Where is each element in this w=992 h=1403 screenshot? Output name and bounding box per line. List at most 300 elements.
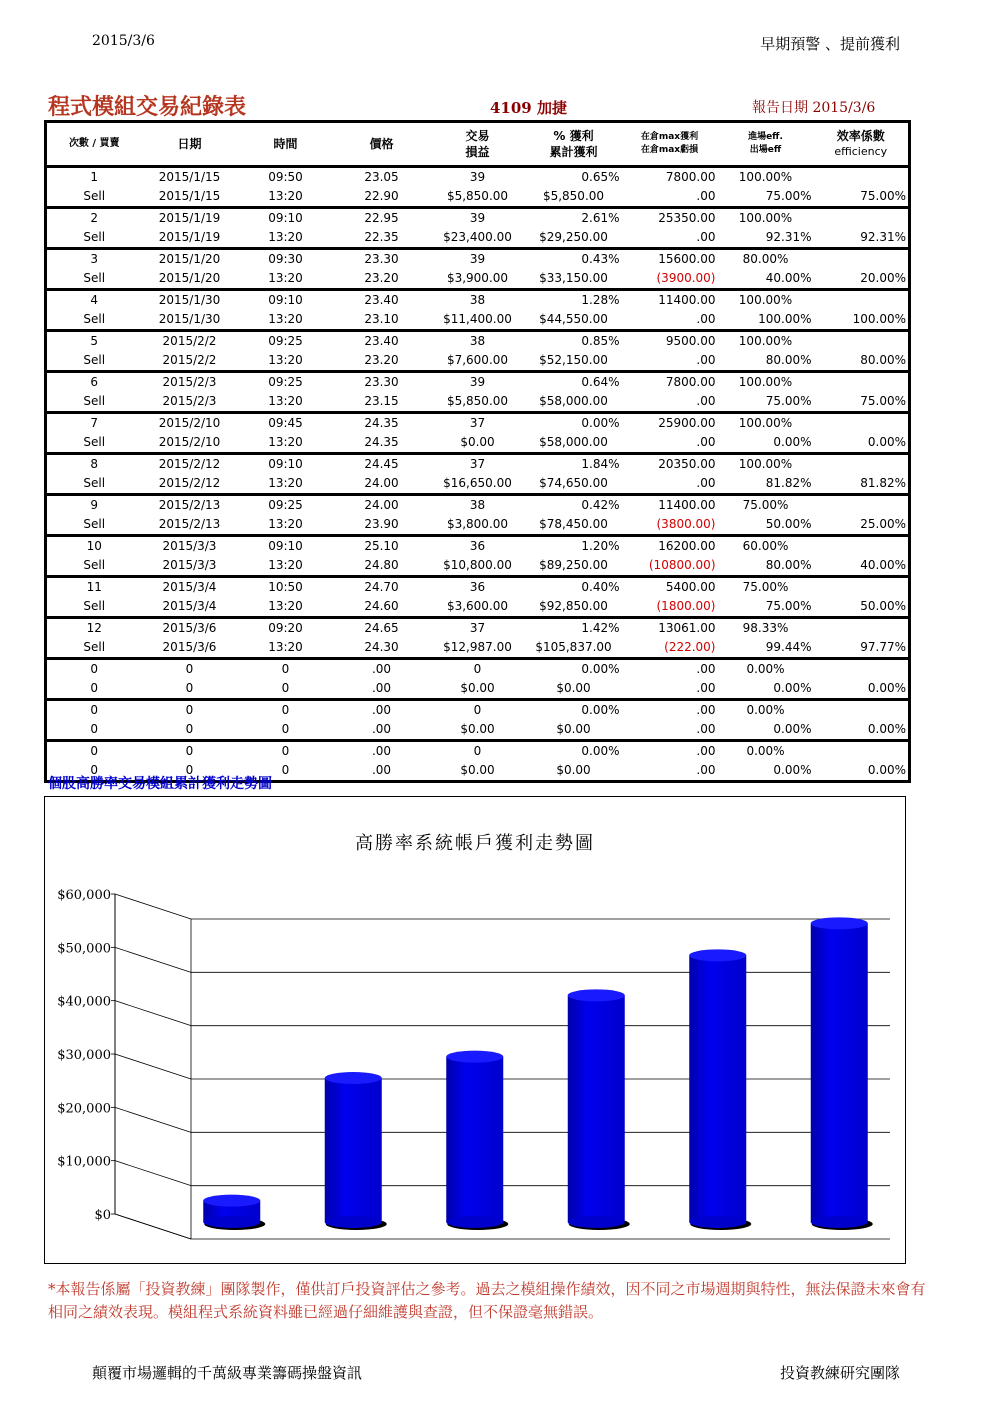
cell-outEff: 75.00% bbox=[718, 392, 814, 413]
cell-pct: 0.40% bbox=[581, 580, 620, 594]
cell-qty: 37 bbox=[469, 416, 486, 430]
cell-side: 0 bbox=[46, 761, 142, 782]
col-count-side: 次數 / 買賣 bbox=[46, 122, 142, 167]
col-price: 價格 bbox=[334, 122, 430, 167]
y-tick-label: $40,000 bbox=[57, 994, 111, 1010]
cell-eff: 50.00% bbox=[814, 597, 910, 618]
cell-time1: 09:10 bbox=[268, 457, 303, 471]
cell-outEff: 40.00% bbox=[718, 269, 814, 290]
cell-price2: 23.90 bbox=[334, 515, 430, 536]
cell-cum: $44,550.00 bbox=[526, 310, 622, 331]
table-row bbox=[46, 310, 910, 331]
cell-outEff: 0.00% bbox=[718, 720, 814, 741]
table-row bbox=[46, 269, 910, 290]
cell-empty bbox=[814, 249, 910, 270]
cell-n: 4 bbox=[46, 290, 142, 311]
cell-qty: 39 bbox=[469, 252, 486, 266]
bar-5 bbox=[689, 949, 751, 1230]
cell-price1: .00 bbox=[371, 662, 392, 676]
trade-table bbox=[44, 120, 908, 783]
cell-outEff: 92.31% bbox=[718, 228, 814, 249]
cell-n: 6 bbox=[46, 372, 142, 393]
cell-time2: 13:20 bbox=[238, 392, 334, 413]
table-row bbox=[46, 167, 910, 188]
cell-price2: 23.20 bbox=[334, 269, 430, 290]
cell-date1: 2015/1/30 bbox=[158, 293, 221, 307]
cell-date2: 2015/1/19 bbox=[142, 228, 238, 249]
cell-pct: 1.20% bbox=[581, 539, 620, 553]
cell-pnl: $23,400.00 bbox=[430, 228, 526, 249]
cell-pnl: $3,900.00 bbox=[430, 269, 526, 290]
cell-date2: 0 bbox=[142, 679, 238, 700]
cell-time1: 09:25 bbox=[268, 498, 303, 512]
cell-price1: 25.10 bbox=[364, 539, 399, 553]
cell-time1: 09:30 bbox=[268, 252, 303, 266]
cell-n: 7 bbox=[46, 413, 142, 434]
cell-time2: 13:20 bbox=[238, 310, 334, 331]
cell-date1: 0 bbox=[185, 703, 194, 717]
cell-inEff: 100.00% bbox=[738, 211, 793, 225]
cell-maxl: .00 bbox=[622, 761, 718, 782]
y-tick-label: $50,000 bbox=[57, 941, 111, 957]
cell-date2: 2015/1/30 bbox=[142, 310, 238, 331]
cell-empty bbox=[814, 577, 910, 598]
cell-qty: 37 bbox=[469, 457, 486, 471]
cell-eff: 0.00% bbox=[814, 761, 910, 782]
cell-maxp: .00 bbox=[696, 662, 716, 676]
cell-eff: 40.00% bbox=[814, 556, 910, 577]
cell-empty bbox=[814, 741, 910, 762]
cell-price1: 24.65 bbox=[364, 621, 399, 635]
cell-pnl: $3,600.00 bbox=[430, 597, 526, 618]
grid-connector bbox=[115, 1161, 191, 1186]
cell-pnl: $10,800.00 bbox=[430, 556, 526, 577]
cell-outEff: 81.82% bbox=[718, 474, 814, 495]
cell-pnl: $5,850.00 bbox=[430, 392, 526, 413]
cell-empty bbox=[814, 290, 910, 311]
cell-inEff: 98.33% bbox=[742, 621, 789, 635]
cell-qty: 36 bbox=[469, 539, 486, 553]
cell-price1: 23.40 bbox=[364, 334, 399, 348]
cell-side: Sell bbox=[46, 392, 142, 413]
cell-qty: 36 bbox=[469, 580, 486, 594]
cell-side: Sell bbox=[46, 433, 142, 454]
cell-maxl: .00 bbox=[622, 187, 718, 208]
cell-qty: 37 bbox=[469, 621, 486, 635]
cell-price2: 22.35 bbox=[334, 228, 430, 249]
cell-date1: 2015/2/13 bbox=[158, 498, 221, 512]
table-row bbox=[46, 249, 910, 270]
cell-cum: $0.00 bbox=[526, 761, 622, 782]
cell-pct: 1.28% bbox=[581, 293, 620, 307]
cell-maxl: (1800.00) bbox=[622, 597, 718, 618]
col-pct-bottom: 累計獲利 bbox=[549, 145, 598, 159]
cell-empty bbox=[814, 495, 910, 516]
cell-date1: 2015/2/12 bbox=[158, 457, 221, 471]
cell-outEff: 100.00% bbox=[718, 310, 814, 331]
cell-cum: $5,850.00 bbox=[526, 187, 622, 208]
footer-left: 顛覆市場邏輯的千萬級專業籌碼操盤資訊 bbox=[92, 1364, 363, 1382]
cell-n: 0 bbox=[46, 659, 142, 680]
cell-price2: 23.20 bbox=[334, 351, 430, 372]
cell-time2: 0 bbox=[238, 679, 334, 700]
cell-cum: $74,650.00 bbox=[526, 474, 622, 495]
table-row bbox=[46, 679, 910, 700]
cell-price2: 24.80 bbox=[334, 556, 430, 577]
cell-side: Sell bbox=[46, 228, 142, 249]
cell-pnl: $12,987.00 bbox=[430, 638, 526, 659]
cell-side: Sell bbox=[46, 310, 142, 331]
cell-cum: $105,837.00 bbox=[526, 638, 622, 659]
cell-time2: 13:20 bbox=[238, 597, 334, 618]
cell-price1: 23.40 bbox=[364, 293, 399, 307]
cell-maxl: .00 bbox=[622, 392, 718, 413]
report-date: 報告日期 2015/3/6 bbox=[752, 100, 876, 116]
col-date: 日期 bbox=[142, 122, 238, 167]
cell-pnl: $0.00 bbox=[430, 720, 526, 741]
y-tick-label: $30,000 bbox=[57, 1048, 111, 1063]
table-row bbox=[46, 372, 910, 393]
col-pnl-bottom: 損益 bbox=[465, 145, 490, 159]
cell-maxl: .00 bbox=[622, 228, 718, 249]
cell-qty: 39 bbox=[469, 170, 486, 184]
cell-price1: 24.70 bbox=[364, 580, 399, 594]
cell-empty bbox=[814, 372, 910, 393]
cell-maxl: .00 bbox=[622, 310, 718, 331]
col-entry-top: 進場eff. bbox=[748, 132, 783, 142]
cell-n: 10 bbox=[46, 536, 142, 557]
cell-time1: 09:10 bbox=[268, 211, 303, 225]
cell-inEff: 100.00% bbox=[738, 375, 793, 389]
cell-cum: $0.00 bbox=[526, 679, 622, 700]
cell-outEff: 75.00% bbox=[718, 187, 814, 208]
cell-pnl: $0.00 bbox=[430, 433, 526, 454]
cell-empty bbox=[814, 536, 910, 557]
cell-maxp: 25350.00 bbox=[658, 211, 716, 225]
cell-inEff: 100.00% bbox=[738, 457, 793, 471]
table-row bbox=[46, 700, 910, 721]
cell-date1: 2015/1/19 bbox=[158, 211, 221, 225]
table-row bbox=[46, 228, 910, 249]
cell-eff: 0.00% bbox=[814, 720, 910, 741]
grid-connector bbox=[115, 894, 191, 919]
cell-price2: 24.60 bbox=[334, 597, 430, 618]
cell-time1: 09:10 bbox=[268, 293, 303, 307]
table-row bbox=[46, 433, 910, 454]
cell-time2: 13:20 bbox=[238, 515, 334, 536]
cell-n: 3 bbox=[46, 249, 142, 270]
table-row bbox=[46, 351, 910, 372]
cell-price2: 22.90 bbox=[334, 187, 430, 208]
floor-edge bbox=[115, 1214, 191, 1239]
cell-time1: 0 bbox=[281, 703, 290, 717]
cell-eff: 20.00% bbox=[814, 269, 910, 290]
cell-date2: 2015/2/2 bbox=[142, 351, 238, 372]
cell-date1: 2015/1/20 bbox=[158, 252, 221, 266]
cell-date2: 2015/1/20 bbox=[142, 269, 238, 290]
cell-date2: 0 bbox=[142, 720, 238, 741]
cell-time2: 13:20 bbox=[238, 556, 334, 577]
cell-eff: 25.00% bbox=[814, 515, 910, 536]
cell-cum: $78,450.00 bbox=[526, 515, 622, 536]
col-max-top: 在倉max獲利 bbox=[640, 132, 699, 142]
cell-inEff: 60.00% bbox=[742, 539, 789, 553]
cell-qty: 38 bbox=[469, 293, 486, 307]
cell-cum: $0.00 bbox=[526, 720, 622, 741]
cell-date1: 0 bbox=[185, 744, 194, 758]
cell-inEff: 100.00% bbox=[738, 416, 793, 430]
cell-cum: $58,000.00 bbox=[526, 392, 622, 413]
bar-4 bbox=[568, 989, 630, 1230]
cell-pnl: $0.00 bbox=[430, 761, 526, 782]
cell-maxl: (3800.00) bbox=[622, 515, 718, 536]
header-slogan: 早期預警 、提前獲利 bbox=[760, 35, 900, 53]
cell-time1: 09:20 bbox=[268, 621, 303, 635]
cell-empty bbox=[814, 331, 910, 352]
chart-container bbox=[44, 796, 906, 1264]
page-title: 程式模組交易紀錄表 bbox=[48, 94, 247, 120]
cell-maxl: (222.00) bbox=[622, 638, 718, 659]
cell-pnl: $5,850.00 bbox=[430, 187, 526, 208]
cell-price2: 24.00 bbox=[334, 474, 430, 495]
cell-maxl: .00 bbox=[622, 474, 718, 495]
cell-price1: 23.30 bbox=[364, 252, 399, 266]
cell-date2: 2015/2/3 bbox=[142, 392, 238, 413]
cell-pct: 0.00% bbox=[581, 703, 620, 717]
cell-qty: 39 bbox=[469, 211, 486, 225]
table-row bbox=[46, 495, 910, 516]
cell-eff: 0.00% bbox=[814, 433, 910, 454]
cell-maxp: 15600.00 bbox=[658, 252, 716, 266]
table-row bbox=[46, 618, 910, 639]
cell-date1: 2015/2/3 bbox=[162, 375, 217, 389]
table-row bbox=[46, 474, 910, 495]
col-exit-bottom: 出場eff bbox=[749, 145, 782, 155]
footer-right: 投資教練研究團隊 bbox=[779, 1364, 900, 1382]
cell-date2: 2015/2/13 bbox=[142, 515, 238, 536]
cell-maxp: 13061.00 bbox=[658, 621, 716, 635]
cell-outEff: 80.00% bbox=[718, 351, 814, 372]
cell-empty bbox=[814, 208, 910, 229]
cell-cum: $29,250.00 bbox=[526, 228, 622, 249]
cell-maxp: 25900.00 bbox=[658, 416, 716, 430]
cell-time1: 0 bbox=[281, 744, 290, 758]
cell-inEff: 0.00% bbox=[746, 744, 785, 758]
cell-maxl: (3900.00) bbox=[622, 269, 718, 290]
cell-eff: 100.00% bbox=[814, 310, 910, 331]
cell-time2: 0 bbox=[238, 720, 334, 741]
cell-cum: $33,150.00 bbox=[526, 269, 622, 290]
cell-price1: 24.00 bbox=[364, 498, 399, 512]
y-tick-label: $10,000 bbox=[57, 1154, 111, 1170]
cell-side: Sell bbox=[46, 351, 142, 372]
header-date: 2015/3/6 bbox=[92, 33, 155, 49]
table-row bbox=[46, 515, 910, 536]
cell-eff: 92.31% bbox=[814, 228, 910, 249]
cell-time1: 09:45 bbox=[268, 416, 303, 430]
y-tick-label: $60,000 bbox=[57, 888, 111, 903]
grid-connector bbox=[115, 947, 191, 972]
cell-date2: 2015/3/3 bbox=[142, 556, 238, 577]
cell-date2: 2015/1/15 bbox=[142, 187, 238, 208]
cell-time1: 0 bbox=[281, 662, 290, 676]
col-max bbox=[622, 122, 718, 167]
cell-qty: 38 bbox=[469, 498, 486, 512]
cell-maxp: 11400.00 bbox=[658, 293, 716, 307]
cell-side: Sell bbox=[46, 474, 142, 495]
table-row bbox=[46, 187, 910, 208]
cell-side: Sell bbox=[46, 269, 142, 290]
cell-date1: 0 bbox=[185, 662, 194, 676]
cell-side: Sell bbox=[46, 597, 142, 618]
table-row bbox=[46, 290, 910, 311]
table-row bbox=[46, 536, 910, 557]
cell-n: 9 bbox=[46, 495, 142, 516]
table-header bbox=[46, 122, 910, 167]
table-row bbox=[46, 577, 910, 598]
table-row bbox=[46, 741, 910, 762]
cell-n: 5 bbox=[46, 331, 142, 352]
cell-maxl: .00 bbox=[622, 720, 718, 741]
cell-date2: 2015/2/10 bbox=[142, 433, 238, 454]
col-entry-exit bbox=[718, 122, 814, 167]
table-row bbox=[46, 659, 910, 680]
cell-maxl: (10800.00) bbox=[622, 556, 718, 577]
cell-n: 2 bbox=[46, 208, 142, 229]
cell-price1: 24.35 bbox=[364, 416, 399, 430]
table-row bbox=[46, 638, 910, 659]
grid-connector bbox=[115, 1001, 191, 1026]
cell-qty: 39 bbox=[469, 375, 486, 389]
cell-price1: .00 bbox=[371, 744, 392, 758]
cell-price2: 23.10 bbox=[334, 310, 430, 331]
cell-n: 11 bbox=[46, 577, 142, 598]
col-pct bbox=[526, 122, 622, 167]
cell-side: 0 bbox=[46, 720, 142, 741]
cell-eff: 80.00% bbox=[814, 351, 910, 372]
cell-price2: 23.15 bbox=[334, 392, 430, 413]
table-row bbox=[46, 331, 910, 352]
cell-price1: 23.30 bbox=[364, 375, 399, 389]
cell-inEff: 75.00% bbox=[742, 580, 789, 594]
col-max-bottom: 在倉max虧損 bbox=[640, 145, 699, 155]
cell-maxp: 9500.00 bbox=[665, 334, 716, 348]
cell-maxp: 11400.00 bbox=[658, 498, 716, 512]
cell-pct: 0.85% bbox=[581, 334, 620, 348]
table-row bbox=[46, 720, 910, 741]
cell-eff: 75.00% bbox=[814, 392, 910, 413]
cell-side: Sell bbox=[46, 556, 142, 577]
bar-3 bbox=[446, 1051, 508, 1230]
cell-date1: 2015/3/6 bbox=[162, 621, 217, 635]
cell-pct: 0.65% bbox=[581, 170, 620, 184]
cell-maxp: 7800.00 bbox=[665, 375, 716, 389]
bar-1 bbox=[203, 1195, 265, 1230]
cell-empty bbox=[814, 618, 910, 639]
cell-pct: 0.00% bbox=[581, 662, 620, 676]
table-row bbox=[46, 413, 910, 434]
cell-time2: 13:20 bbox=[238, 351, 334, 372]
cell-time2: 13:20 bbox=[238, 228, 334, 249]
cell-price1: 24.45 bbox=[364, 457, 399, 471]
cell-maxp: .00 bbox=[696, 744, 716, 758]
cell-side: Sell bbox=[46, 515, 142, 536]
cell-time1: 09:25 bbox=[268, 375, 303, 389]
cell-outEff: 0.00% bbox=[718, 679, 814, 700]
cell-inEff: 100.00% bbox=[738, 293, 793, 307]
cell-price2: 24.30 bbox=[334, 638, 430, 659]
cell-maxp: 7800.00 bbox=[665, 170, 716, 184]
cell-maxl: .00 bbox=[622, 679, 718, 700]
cell-pct: 2.61% bbox=[581, 211, 620, 225]
cell-eff: 97.77% bbox=[814, 638, 910, 659]
cell-pnl: $16,650.00 bbox=[430, 474, 526, 495]
cell-outEff: 99.44% bbox=[718, 638, 814, 659]
cell-n: 8 bbox=[46, 454, 142, 475]
cell-cum: $52,150.00 bbox=[526, 351, 622, 372]
cell-outEff: 80.00% bbox=[718, 556, 814, 577]
cell-pct: 0.00% bbox=[581, 744, 620, 758]
cell-pct: 0.64% bbox=[581, 375, 620, 389]
cell-empty bbox=[814, 167, 910, 188]
cell-pnl: $3,800.00 bbox=[430, 515, 526, 536]
col-time: 時間 bbox=[238, 122, 334, 167]
bar-2 bbox=[325, 1072, 387, 1230]
grid-connector bbox=[115, 1054, 191, 1079]
col-eff-bottom: efficiency bbox=[834, 145, 888, 158]
cell-cum: $58,000.00 bbox=[526, 433, 622, 454]
cell-empty bbox=[814, 700, 910, 721]
cell-time2: 0 bbox=[238, 761, 334, 782]
cell-inEff: 100.00% bbox=[738, 334, 793, 348]
cell-n: 12 bbox=[46, 618, 142, 639]
cell-pct: 1.42% bbox=[581, 621, 620, 635]
cell-qty: 0 bbox=[473, 703, 482, 717]
disclaimer: *本報告係屬「投資教練」團隊製作，僅供訂戶投資評估之參考。過去之模組操作績效，因不同之市場週期與特性，無法保證未來會有相同之績效表現。模組程式系統資料雖已經過仔細維護與查證，但不保證毫無錯誤。 bbox=[48, 1280, 926, 1321]
cell-pct: 1.84% bbox=[581, 457, 620, 471]
cell-inEff: 0.00% bbox=[746, 662, 785, 676]
cell-n: 0 bbox=[46, 741, 142, 762]
cell-eff: 75.00% bbox=[814, 187, 910, 208]
cell-price2: 24.35 bbox=[334, 433, 430, 454]
cell-price1: 22.95 bbox=[364, 211, 399, 225]
cell-empty bbox=[814, 659, 910, 680]
cell-n: 0 bbox=[46, 700, 142, 721]
cell-date1: 2015/1/15 bbox=[158, 170, 221, 184]
cell-date1: 2015/3/4 bbox=[162, 580, 217, 594]
cell-qty: 0 bbox=[473, 744, 482, 758]
col-pnl bbox=[430, 122, 526, 167]
cell-pct: 0.00% bbox=[581, 416, 620, 430]
col-efficiency bbox=[814, 122, 910, 167]
cell-inEff: 80.00% bbox=[742, 252, 789, 266]
cell-date2: 2015/3/6 bbox=[142, 638, 238, 659]
cell-outEff: 50.00% bbox=[718, 515, 814, 536]
bar-6 bbox=[811, 917, 873, 1230]
cell-price1: 23.05 bbox=[364, 170, 399, 184]
cell-cum: $92,850.00 bbox=[526, 597, 622, 618]
col-pct-top: % 獲利 bbox=[553, 129, 594, 143]
stock-label: 4109 加捷 bbox=[490, 99, 567, 117]
cell-date1: 2015/2/10 bbox=[158, 416, 221, 430]
cell-inEff: 100.00% bbox=[738, 170, 793, 184]
table-row bbox=[46, 208, 910, 229]
cell-time1: 09:10 bbox=[268, 539, 303, 553]
cell-n: 1 bbox=[46, 167, 142, 188]
cell-outEff: 0.00% bbox=[718, 433, 814, 454]
cell-time1: 09:50 bbox=[268, 170, 303, 184]
cell-outEff: 0.00% bbox=[718, 761, 814, 782]
